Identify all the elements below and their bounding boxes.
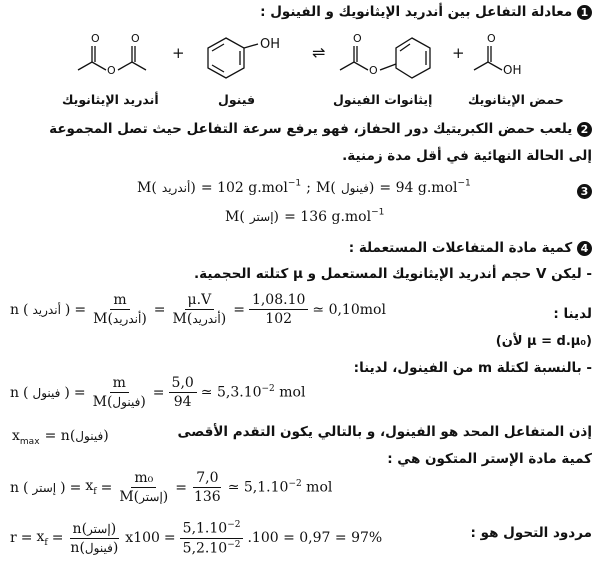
q2-badge: 2 [577,122,592,137]
svg-text:O: O [369,64,378,77]
q3-badge-wrap [577,180,592,199]
svg-text:O: O [91,32,100,45]
svg-text:O: O [487,32,496,45]
q3-molar-mass-ester: M( إستر) = 136 g.mol$^{-1}$ [225,207,385,225]
phenol-structure [208,38,258,78]
q4-limiting: إذن المتفاعل المحد هو الفينول، و بالتالي يكون التقدم الأقصى [177,424,592,440]
svg-text:O: O [353,32,362,45]
svg-text:O: O [131,32,140,45]
equilibrium-arrow: ⇌ [312,43,326,62]
yield-equation: r = $x_f$ = $\frac{\text{n(إستر)}}{\text{n(فينول)}}$ x100 = $\frac{5,1.10^{-2}}{5,2.10^{-2}}$ .100 = 0,97 = 97% [10,520,383,557]
q4-title: 4 كمية مادة المتفاعلات المستعملة : [349,240,592,256]
xmax-equation: $x_{max}$ = n(فينول) [12,428,109,448]
q1-title: 1 معادلة التفاعل بين أندريد الإيثانويك و الفينول : [260,4,592,20]
label-anhydride: أندريد الإيثانويك [62,92,159,107]
q4-badge: 4 [577,241,592,256]
reaction-scheme [0,24,600,86]
q4-ester-intro: كمية مادة الإستر المتكون هي : [387,451,592,467]
q4-ladayna: لدينا : [553,306,592,322]
anhydride-amount-equation: n ( أندريد ) = $\frac{m}{\text{M(أندريد)}}$ = $\frac{\mu.V}{\text{M(أندريد)}}$ = $\frac{1,08.10}{102}$ ≃ 0,10mol [10,292,386,327]
q4-intro: - ليكن V حجم أندريد الإيثانويك المستعمل و μ كتلته الحجمية. [194,266,592,282]
q4-because: (لأن μ = d.μ₀) [495,334,592,349]
label-ester: إيثانوات الفينول [333,92,433,107]
plus-sign-1: + [172,44,185,62]
q2-line1: 2 يلعب حمض الكبريتيك دور الحفاز، فهو يرفع سرعة التفاعل حيث تصل المجموعة [49,121,592,137]
svg-text:OH: OH [503,63,522,77]
svg-text:OH: OH [260,37,281,52]
ester-amount-equation: n ( إستر ) = $x_f$ = $\frac{\text{m₀}}{\text{M(إستر)}}$ = $\frac{7,0}{136}$ ≃ $5,1.10^{-2}$ mol [10,470,333,505]
q4-yield-intro: مردود التحول هو : [470,525,592,541]
q2-line2: إلى الحالة النهائية في أقل مدة زمنية. [342,148,592,164]
label-acid: حمض الإيثانويك [468,92,564,107]
q3-molar-masses-line1: M( أندريد) = 102 g.mol$^{-1}$ ; M( فينول) = 94 g.mol$^{-1}$ [137,178,471,196]
label-phenol: فينول [218,92,256,107]
q3-badge: 3 [577,184,592,199]
acid-structure [474,46,502,70]
svg-text:O: O [107,64,116,77]
q4-phenol-intro: - بالنسبة لكتلة m من الفينول، لدينا: [353,360,592,376]
phenol-amount-equation: n ( فينول ) = $\frac{m}{\text{M(فينول)}}$ = $\frac{5,0}{94}$ ≃ $5,3.10^{-2}$ mol [10,375,306,410]
plus-sign-2: + [452,44,465,62]
q1-badge: 1 [577,5,592,20]
